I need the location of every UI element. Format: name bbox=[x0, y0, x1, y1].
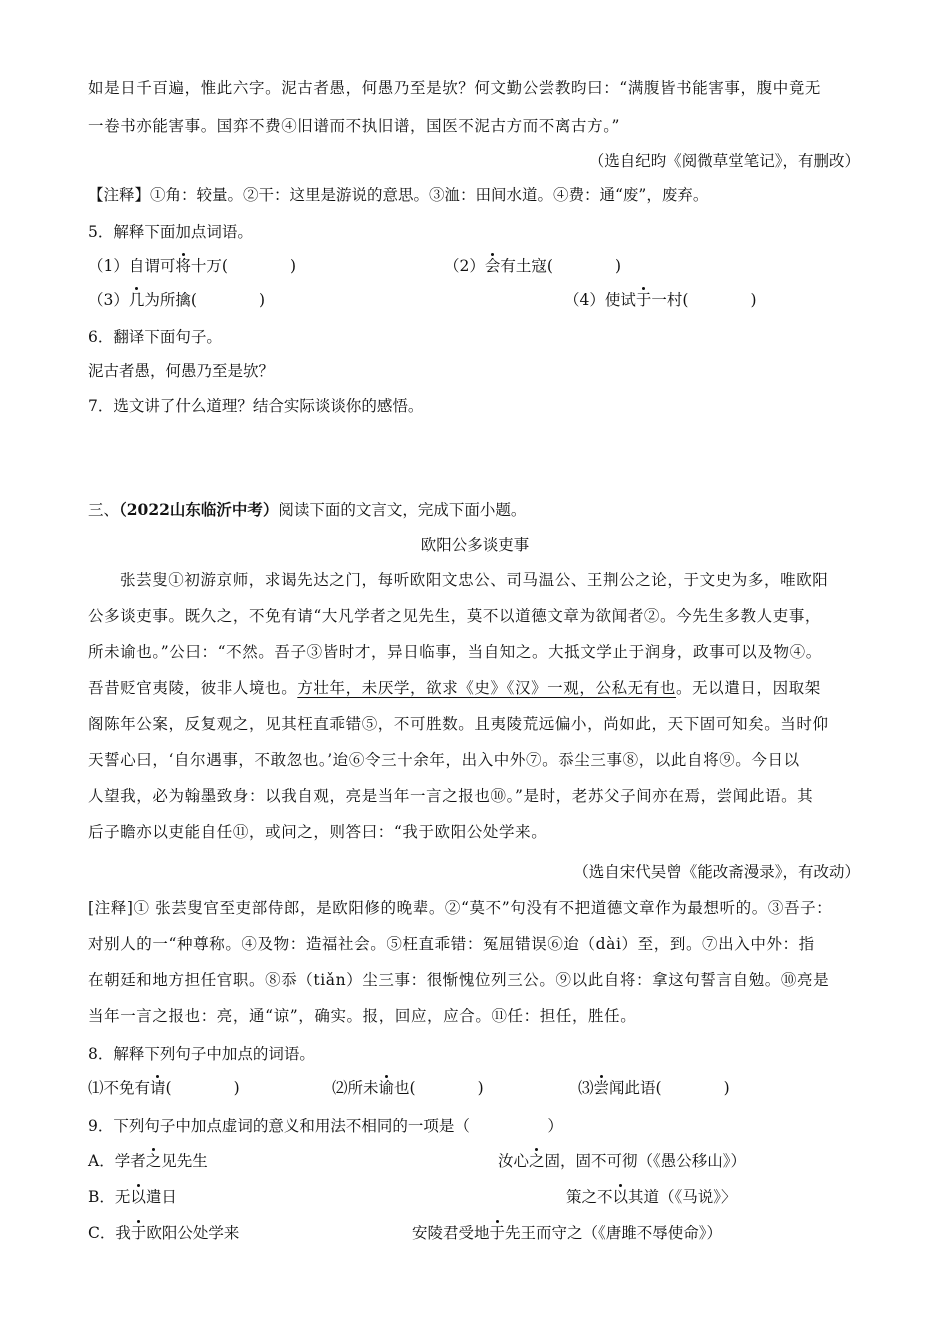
emphasis-dot-word: 之 bbox=[529, 1152, 545, 1170]
question-5-stem: 5．解释下面加点词语。 bbox=[88, 223, 253, 241]
emphasis-dot-word: 于 bbox=[635, 291, 652, 309]
emphasis-dot-word: 以 bbox=[612, 1188, 629, 1206]
passage1-line2: 一卷书亦能害事。国弈不费④旧谱而不执旧谱，国医不泥古方而不离古方。” bbox=[88, 117, 621, 135]
emphasis-dot-word: 将 bbox=[175, 257, 191, 275]
emphasis-dot-word: 于 bbox=[489, 1224, 506, 1242]
option-a-right: 汝心之固，固不可彻（《愚公移山》） bbox=[498, 1152, 747, 1170]
option-c-right: 安陵君受地于先王而守之（《唐雎不辱使命》） bbox=[412, 1224, 723, 1242]
option-c-left: C．我于欧阳公处学来 bbox=[88, 1224, 240, 1242]
passage2-line: 天誓心曰，‘自尔遇事，不敢忽也。’迨⑥令三十余年，出入中外⑦。忝尘三事⑧，以此自将⑨。今日以 bbox=[88, 751, 800, 769]
passage1-line1: 如是日千百遍，惟此六字。泥古者愚，何愚乃至是欤？何文勤公尝教昀曰：“满腹皆书能害事，腹中竟无 bbox=[88, 79, 822, 97]
emphasis-dot-word: 尝 bbox=[593, 1079, 610, 1097]
passage2-notes: 当年一言之报也：亮，通“谅”，确实。报，回应，应合。⑪任：担任，胜任。 bbox=[88, 1007, 637, 1025]
emphasis-dot-word: 请 bbox=[150, 1079, 166, 1097]
emphasis-dot-word: 会 bbox=[484, 257, 501, 275]
question-7-stem: 7．选文讲了什么道理？结合实际谈谈你的感悟。 bbox=[88, 397, 424, 415]
question-5-item-4: （4）使试于一村( ) bbox=[564, 291, 757, 309]
passage2-title: 欧阳公多谈吏事 bbox=[420, 536, 530, 554]
section-3-heading: 三、（2022山东临沂中考）阅读下面的文言文，完成下面小题。 bbox=[88, 500, 527, 519]
emphasis-dot-word: 谕 bbox=[378, 1079, 395, 1097]
passage1-source: （选自纪昀《阅微草堂笔记》，有删改） bbox=[588, 152, 860, 170]
passage2-line: 张芸叟①初游京师，求谒先达之门，每听欧阳文忠公、司马温公、王荆公之论，于文史为多，唯欧阳 bbox=[120, 571, 829, 589]
passage2-line: 人望我，必为翰墨致身：以我自观，亮是当年一言之报也⑩。”是时，老苏父子间亦在焉，尝闻此语。其 bbox=[88, 787, 814, 805]
passage2-line: 后子瞻亦以吏能自任⑪，或问之，则答曰：“我于欧阳公处学来。 bbox=[88, 823, 548, 841]
passage2-source: （选自宋代吴曾《能改斋漫录》，有改动） bbox=[573, 863, 860, 881]
emphasis-dot-word: 几 bbox=[128, 291, 145, 309]
passage1-notes: 【注释】①角：较量。②干：这里是游说的意思。③洫：田间水道。④费：通“废”，废弃。 bbox=[88, 186, 709, 204]
question-6-stem: 6．翻译下面句子。 bbox=[88, 328, 222, 346]
question-5-item-2: （2）会有土寇( ) bbox=[444, 257, 621, 275]
option-b-right: 策之不以其道（《马说》〉 bbox=[566, 1188, 737, 1206]
emphasis-dot-word: 以 bbox=[130, 1188, 146, 1206]
passage2-notes: 在朝廷和地方担任官职。⑧忝（tiǎn）尘三事：很惭愧位列三公。⑨以此自将：拿这句誓言自勉。⑩亮是 bbox=[88, 971, 830, 989]
passage2-line: 公多谈吏事。既久之，不免有请“大凡学者之见先生，莫不以道德文章为欲闻者②。今先生多教人吏事， bbox=[88, 607, 822, 625]
emphasis-dot-word: 之 bbox=[145, 1152, 162, 1170]
passage2-line-underlined: 吾昔贬官夷陵，彼非人境也。方壮年，未厌学，欲求《史》《汉》一观，公私无有也。无以遣日，因取架 bbox=[88, 679, 821, 697]
passage2-notes: 对别人的一“种尊称。④及物：造福社会。⑤枉直乖错：冤屈错误⑥迨（dài）至，到。⑦出入中外：指 bbox=[88, 935, 815, 953]
option-b-left: B．无以遣日 bbox=[88, 1188, 177, 1206]
passage2-line: 所未谕也。”公曰：“不然。吾子③皆时才，异日临事，当自知之。大抵文学止于润身，政事可以及物④。 bbox=[88, 643, 822, 661]
question-5-item-3: （3）几为所擒( ) bbox=[88, 291, 265, 309]
question-8-item-2: ⑵所未谕也( ) bbox=[332, 1079, 484, 1097]
passage2-line: 阁陈年公案，反复观之，见其枉直乖错⑤，不可胜数。且夷陵荒远偏小，尚如此，天下固可知矣。当时仰 bbox=[88, 715, 829, 733]
emphasis-dot-word: 于 bbox=[130, 1224, 147, 1242]
option-a-left: A．学者之见先生 bbox=[88, 1152, 208, 1170]
question-9-stem: 9．下列句子中加点虚词的意义和用法不相同的一项是（ ） bbox=[88, 1117, 563, 1135]
passage2-notes: [注释]① 张芸叟官至吏部侍郎，是欧阳修的晚辈。②“莫不”句没有不把道德文章作为最想听的。③吾子： bbox=[88, 899, 833, 917]
question-5-item-1: （1）自谓可将十万( ) bbox=[88, 257, 296, 275]
question-8-item-1: ⑴不免有请( ) bbox=[88, 1079, 240, 1097]
question-8-item-3: ⑶尝闻此语( ) bbox=[578, 1079, 730, 1097]
question-6-sentence: 泥古者愚，何愚乃至是欤？ bbox=[88, 362, 275, 380]
underlined-sentence: 方壮年，未厌学，欲求《史》《汉》一观，公私无有也 bbox=[297, 679, 676, 697]
question-8-stem: 8．解释下列句子中加点的词语。 bbox=[88, 1045, 315, 1063]
